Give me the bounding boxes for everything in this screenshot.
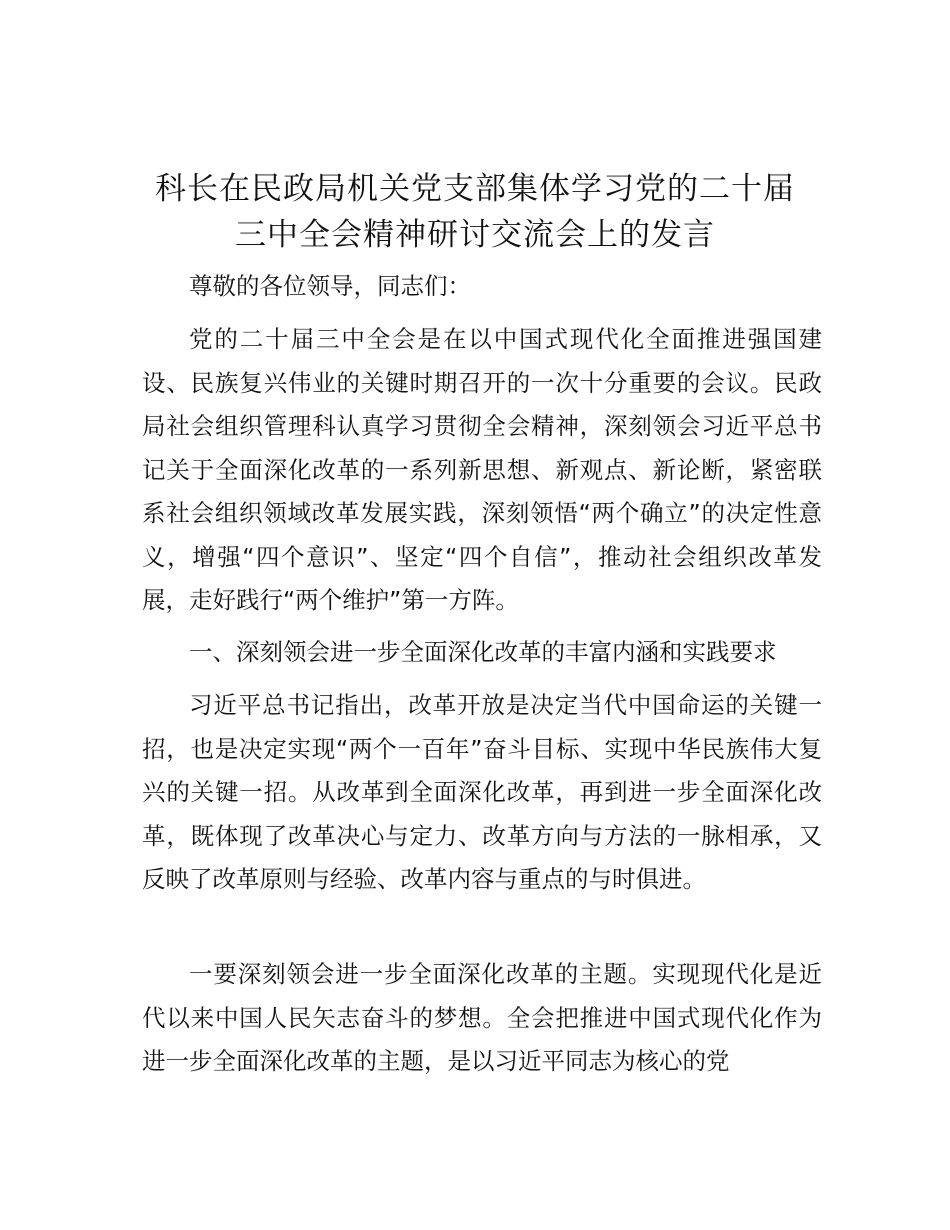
intro-paragraph: 党的二十届三中全会是在以中国式现代化全面推进强国建设、民族复兴伟业的关键时期召开的一次十分重要的会议。民政局社会组织管理科认真学习贯彻全会精神，深刻领会习近平总书记关于全面深化改革的一系列新思想、新观点、新论断，紧密联系社会组织领域改革发展实践，深刻领悟“两个确立”的决定性意义，增强“四个意识”、坚定“四个自信”，推动社会组织改革发展，走好践行“两个维护”第一方阵。 bbox=[142, 325, 822, 614]
section-heading-1: 一、深刻领会进一步全面深化改革的丰富内涵和实践要求 bbox=[189, 638, 777, 666]
xi-quote-paragraph: 习近平总书记指出，改革开放是决定当代中国命运的关键一招，也是决定实现“两个一百年”奋斗目标、实现中华民族伟大复兴的关键一招。从改革到全面深化改革，再到进一步全面深化改革，既体现了改革决心与定力、改革方向与方法的一脉相承，又反映了改革原则与经验、改革内容与重点的与时俱进。 bbox=[142, 691, 822, 893]
greeting: 尊敬的各位领导，同志们： bbox=[189, 272, 471, 300]
first-point-paragraph: 一要深刻领会进一步全面深化改革的主题。实现现代化是近代以来中国人民矢志奋斗的梦想。全会把推进中国式现代化作为进一步全面深化改革的主题，是以习近平同志为核心的党 bbox=[142, 960, 822, 1075]
document-title-line-1: 科长在民政局机关党支部集体学习党的二十届 bbox=[155, 171, 795, 207]
document-title-line-2: 三中全会精神研讨交流会上的发言 bbox=[235, 217, 715, 253]
